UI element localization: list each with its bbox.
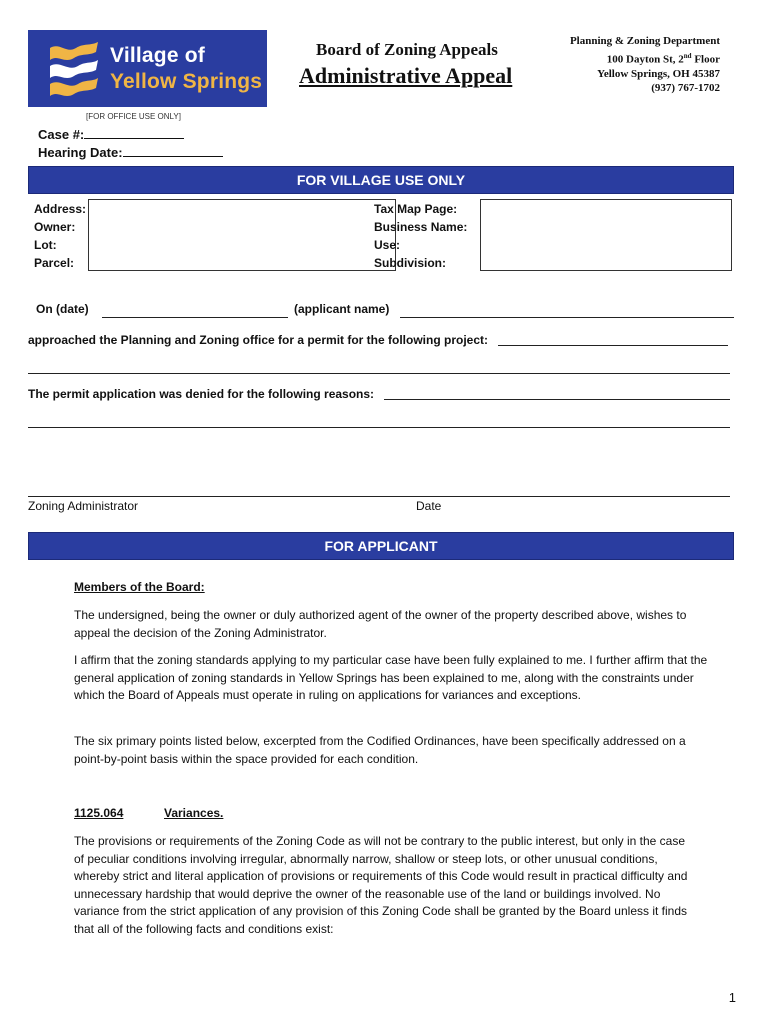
form-subtitle: Board of Zoning Appeals: [316, 40, 498, 59]
field-label-tax-map-page: Tax Map Page:: [374, 202, 458, 216]
project-description-line-2[interactable]: [28, 373, 730, 374]
field-label-parcel: Parcel:: [34, 256, 75, 270]
hearing-date-field[interactable]: [123, 144, 223, 157]
signature-date-label: Date: [416, 499, 442, 513]
field-label-business-name: Business Name:: [374, 220, 468, 234]
zoning-administrator-label: Zoning Administrator: [28, 499, 139, 513]
applicant-header: FOR APPLICANT: [28, 532, 734, 560]
applicant-name-label: (applicant name): [294, 302, 390, 316]
village-logo: [28, 30, 267, 107]
case-number-label: Case #:: [38, 127, 85, 142]
affirmation-statement: I affirm that the zoning standards applying to my particular case have been fully explained to me. I further affirm that the general application of zoning standards in Yellow Springs has been explained to me, along with the constraints under which the Board of Appeals must operate in ruling on applications for variances and exceptions.: [74, 653, 708, 703]
field-label-owner: Owner:: [34, 220, 76, 234]
six-points-statement: The six primary points listed below, excerpted from the Codified Ordinances, have been specifically addressed on a point-by-point basis within the space provided for each condition.: [74, 734, 686, 766]
page-number: 1: [728, 990, 736, 1005]
denial-reasons-field[interactable]: [384, 399, 730, 400]
appeal-statement: The undersigned, being the owner or duly authorized agent of the owner of the property described above, wishes to appeal the decision of the Zoning Administrator.: [74, 608, 687, 640]
village-emblem-icon: [46, 40, 102, 98]
field-label-use: Use:: [374, 238, 401, 252]
hearing-date-row: [38, 144, 223, 160]
form-title: Administrative Appeal: [299, 63, 513, 88]
denial-reasons-line-2[interactable]: [28, 427, 730, 428]
phone-number: (937) 767-1702: [651, 82, 720, 95]
logo-line1: Village of: [110, 44, 205, 67]
signature-line[interactable]: [28, 496, 730, 497]
left-field-labels: [34, 200, 86, 272]
hearing-date-label: Hearing Date:: [38, 145, 123, 160]
on-date-label: On (date): [36, 302, 89, 316]
project-description-field[interactable]: [498, 345, 728, 346]
case-number-field[interactable]: [84, 126, 184, 139]
section-title: Variances.: [164, 806, 224, 820]
right-field-labels: [374, 200, 467, 272]
street-address: 100 Dayton St, 2nd Floor: [606, 51, 720, 66]
office-use-note: [FOR OFFICE USE ONLY]: [86, 112, 181, 121]
department-name: Planning & Zoning Department: [569, 35, 720, 47]
field-label-subdivision: Subdivision:: [374, 256, 446, 270]
project-description-label: approached the Planning and Zoning office for a permit for the following project:: [28, 333, 489, 347]
applicant-name-field[interactable]: [400, 317, 734, 318]
section-number: 1125.064: [74, 806, 124, 820]
field-label-address: Address:: [34, 202, 87, 216]
case-number-row: [38, 126, 184, 142]
city-state-zip: Yellow Springs, OH 45387: [597, 67, 720, 80]
denial-reasons-label: The permit application was denied for the following reasons:: [28, 387, 375, 401]
right-field-values[interactable]: [480, 199, 732, 271]
village-use-header: FOR VILLAGE USE ONLY: [28, 166, 734, 194]
logo-line2: Yellow Springs: [110, 70, 263, 93]
members-heading: Members of the Board:: [74, 580, 205, 594]
property-info-table: [28, 199, 732, 271]
department-address: [570, 34, 720, 96]
left-field-values[interactable]: [88, 199, 396, 271]
variances-text: The provisions or requirements of the Zoning Code as will not be contrary to the public interest, but only in the case of peculiar conditions involving irregular, abnormally narrow, shallow or steep lots, or other unusual conditions, whereby strict and literal application of provisions or requirements of this Code would result in practical difficulty and unnecessary hardship that would deprive the owner of the reasonable use of the land or buildings involved. No variance from the strict application of any provision of this Zoning Code shall be granted by the Board unless it finds that all of the following facts and conditions exist:: [74, 834, 688, 936]
field-label-lot: Lot:: [34, 238, 57, 252]
on-date-field[interactable]: [102, 317, 288, 318]
